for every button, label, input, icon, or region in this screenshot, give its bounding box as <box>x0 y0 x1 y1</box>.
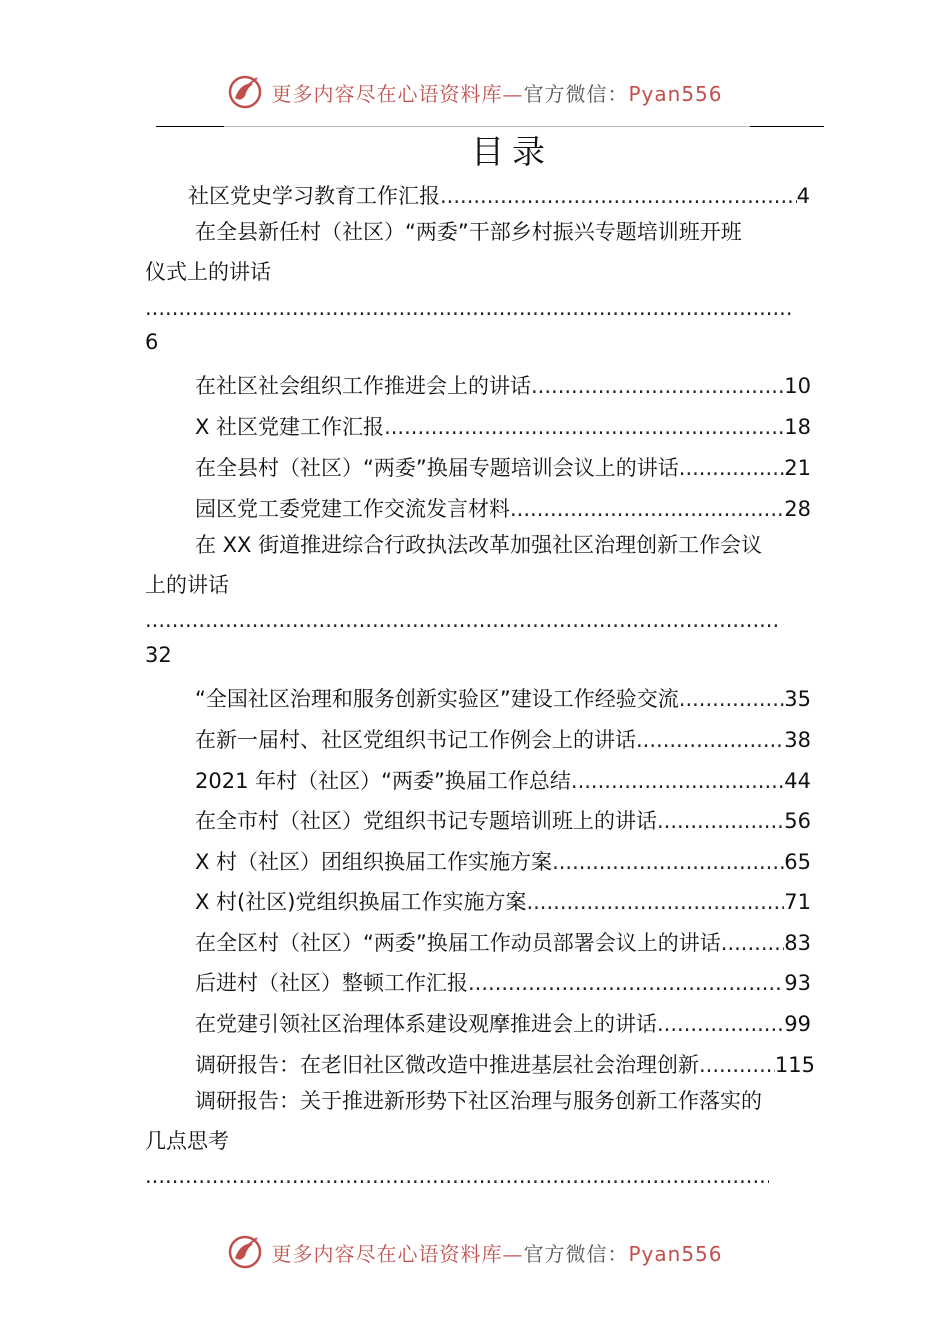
toc-entry-title-line1[interactable]: 在全县新任村（社区）“两委”干部乡村振兴专题培训班开班 <box>195 220 742 244</box>
toc-entry[interactable]: 在新一届村、社区党组织书记工作例会上的讲话 ..... 38 <box>195 720 811 754</box>
footer-banner <box>0 1232 950 1272</box>
header-banner-text: 更多内容尽在心语资料库—官方微信：Pyan556 <box>271 81 723 106</box>
toc-entry[interactable]: 在党建引领社区治理体系建设观摩推进会上的讲话 ..... 99 <box>195 1004 811 1038</box>
toc-entry[interactable]: 园区党工委党建工作交流发言材料 ..... 28 <box>195 489 811 523</box>
toc-entry[interactable]: 在社区社会组织工作推进会上的讲话 ..... 10 <box>195 366 811 400</box>
toc-entry[interactable]: 调研报告：在老旧社区微改造中推进基层社会治理创新 ..... 115 <box>195 1045 815 1079</box>
toc-entry[interactable]: 在全区村（社区）“两委”换届工作动员部署会议上的讲话 ..... 83 <box>195 923 811 957</box>
header-banner <box>0 72 950 112</box>
toc-entry-title-line1[interactable]: 在 XX 街道推进综合行政执法改革加强社区治理创新工作会议 <box>195 533 763 557</box>
toc-entry[interactable]: 在全县村（社区）“两委”换届专题培训会议上的讲话 ..... 21 <box>195 448 811 482</box>
toc-entry-title-line2[interactable]: 仪式上的讲话 <box>145 260 271 284</box>
toc-entry[interactable]: X 村(社区)党组织换届工作实施方案 ..... 71 <box>195 882 811 916</box>
toc-entry-page: 32 <box>145 643 172 667</box>
toc-entry[interactable]: “全国社区治理和服务创新实验区”建设工作经验交流 ..... 35 <box>195 679 811 713</box>
library-logo-icon <box>227 1234 263 1270</box>
leader-dots-row <box>145 298 791 318</box>
toc-entry[interactable]: X 社区党建工作汇报 ..... 18 <box>195 407 811 441</box>
page-title: 目录 <box>471 132 553 171</box>
toc-entry-title-line2[interactable]: 上的讲话 <box>145 573 229 597</box>
leader-dots <box>440 182 797 210</box>
leader-dots-row <box>145 1166 769 1186</box>
toc-entry[interactable]: 在全市村（社区）党组织书记专题培训班上的讲话 ..... 56 <box>195 801 811 835</box>
toc-entry[interactable]: 2021 年村（社区）“两委”换届工作总结 ..... 44 <box>195 761 811 795</box>
toc-entry-title-line2[interactable]: 几点思考 <box>145 1129 229 1153</box>
leader-dots-row <box>145 610 781 630</box>
library-logo-icon <box>227 74 263 110</box>
toc-entry[interactable]: 后进村（社区）整顿工作汇报 ..... 93 <box>195 963 811 997</box>
footer-banner-text: 更多内容尽在心语资料库—官方微信：Pyan556 <box>271 1241 723 1266</box>
toc-entry[interactable]: 社区党史学习教育工作汇报 ..... 4 <box>188 176 810 210</box>
toc-entry-title-line1[interactable]: 调研报告：关于推进新形势下社区治理与服务创新工作落实的 <box>195 1089 762 1113</box>
toc-entry[interactable]: X 村（社区）团组织换届工作实施方案 ..... 65 <box>195 842 811 876</box>
toc-entry-page: 6 <box>145 330 159 354</box>
